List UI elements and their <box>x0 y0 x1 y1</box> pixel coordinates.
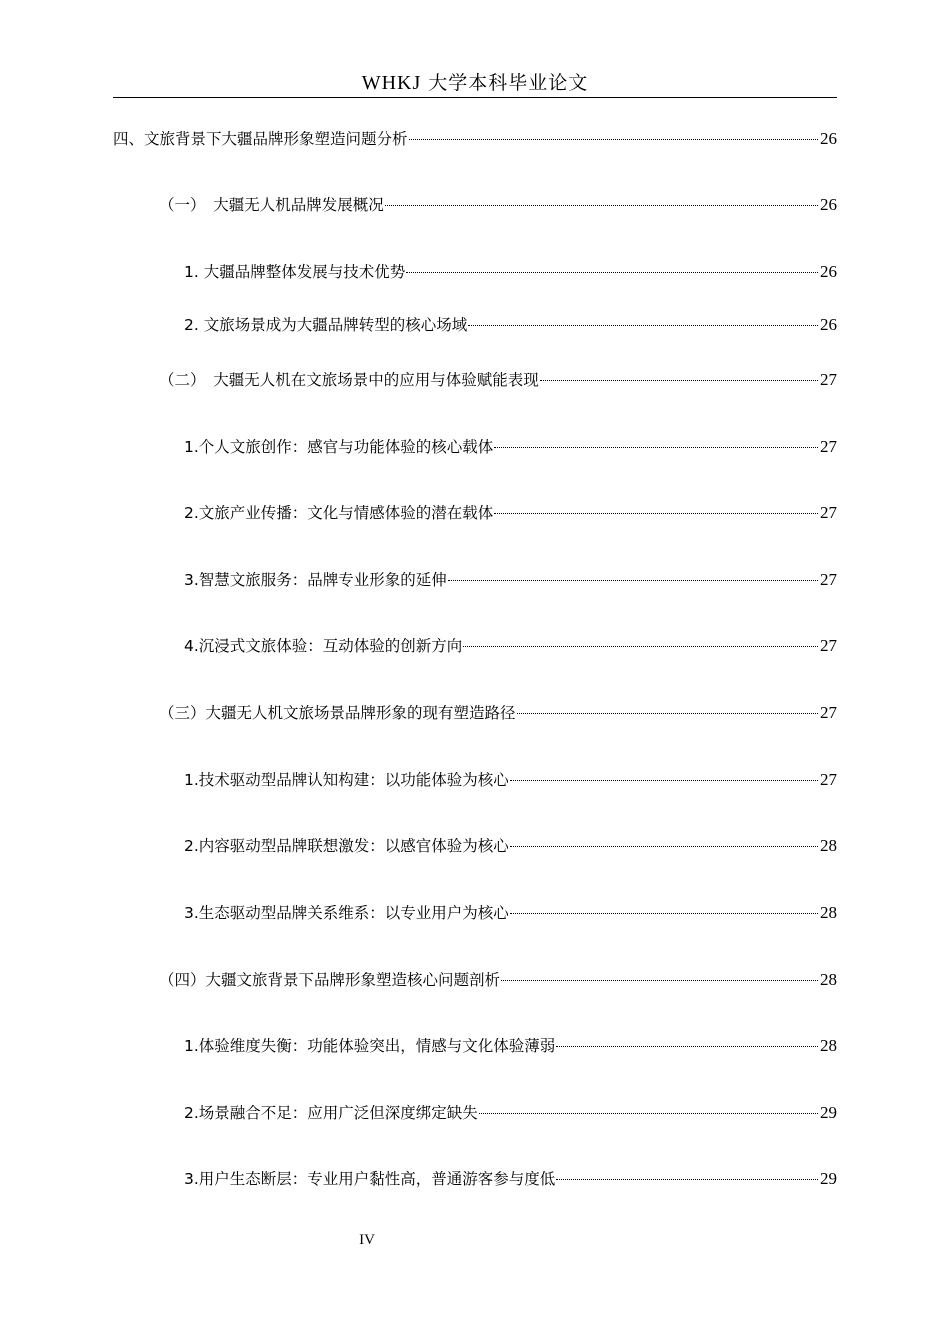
toc-entry-label: 1.技术驱动型品牌认知构建：以功能体验为核心 <box>184 771 509 789</box>
toc-entry-page: 28 <box>820 1036 837 1055</box>
toc-entry-page: 26 <box>820 195 837 214</box>
toc-leader-dots <box>448 580 818 581</box>
toc-entry-label: 2. 文旅场景成为大疆品牌转型的核心场域 <box>184 316 468 334</box>
toc-leader-dots <box>510 913 818 914</box>
toc-entry-label: （一） 大疆无人机品牌发展概况 <box>159 196 384 214</box>
toc-entry-label: （三）大疆无人机文旅场景品牌形象的现有塑造路径 <box>159 704 516 722</box>
toc-entry[interactable] <box>184 902 837 924</box>
toc-entry-page: 27 <box>820 570 837 589</box>
toc-entry-page: 28 <box>820 836 837 855</box>
toc-entry-page: 27 <box>820 636 837 655</box>
toc-entry-page: 27 <box>820 370 837 389</box>
toc-entry-label: 3.智慧文旅服务：品牌专业形象的延伸 <box>184 571 447 589</box>
toc-entry-page: 26 <box>820 315 837 334</box>
toc-leader-dots <box>510 780 818 781</box>
toc-leader-dots <box>556 1046 818 1047</box>
toc-entry-label: （四）大疆文旅背景下品牌形象塑造核心问题剖析 <box>159 971 501 989</box>
toc-entry-page: 27 <box>820 770 837 789</box>
toc-entry-label: 四、文旅背景下大疆品牌形象塑造问题分析 <box>113 130 408 148</box>
toc-entry-page: 28 <box>820 903 837 922</box>
toc-entry-page: 27 <box>820 503 837 522</box>
toc-entry[interactable] <box>184 314 837 336</box>
toc-entry-page: 27 <box>820 437 837 456</box>
toc-entry[interactable] <box>184 835 837 857</box>
toc-leader-dots <box>479 1113 818 1114</box>
toc-leader-dots <box>501 980 818 981</box>
toc-entry-page: 29 <box>820 1169 837 1188</box>
toc-entry[interactable] <box>184 502 837 524</box>
toc-leader-dots <box>406 272 818 273</box>
toc-leader-dots <box>540 380 818 381</box>
toc-entry-label: 1.个人文旅创作：感官与功能体验的核心载体 <box>184 438 494 456</box>
toc-entry-label: 2.场景融合不足：应用广泛但深度绑定缺失 <box>184 1104 478 1122</box>
toc-entry[interactable] <box>184 635 837 657</box>
toc-entry-page: 27 <box>820 703 837 722</box>
toc-entry-label: 1.体验维度失衡：功能体验突出，情感与文化体验薄弱 <box>184 1037 556 1055</box>
toc-entry[interactable] <box>184 1035 837 1057</box>
toc-entry-label: 3.生态驱动型品牌关系维系：以专业用户为核心 <box>184 904 509 922</box>
toc-leader-dots <box>494 447 818 448</box>
toc-entry-label: 2.内容驱动型品牌联想激发：以感官体验为核心 <box>184 837 509 855</box>
toc-entry[interactable] <box>184 1168 837 1190</box>
toc-entry-page: 29 <box>820 1103 837 1122</box>
header-latin: WHKJ <box>361 72 422 94</box>
toc-entry-label: 1. 大疆品牌整体发展与技术优势 <box>184 263 406 281</box>
toc-leader-dots <box>494 513 818 514</box>
toc-leader-dots <box>556 1179 818 1180</box>
toc-leader-dots <box>385 205 818 206</box>
toc-entry-page: 26 <box>820 262 837 281</box>
toc-entry[interactable] <box>184 1102 837 1124</box>
toc-leader-dots <box>510 846 818 847</box>
toc-entry-label: 3.用户生态断层：专业用户黏性高，普通游客参与度低 <box>184 1170 556 1188</box>
toc-entry[interactable] <box>159 702 837 724</box>
toc-leader-dots <box>468 325 818 326</box>
toc-entry[interactable] <box>184 436 837 458</box>
toc-leader-dots <box>409 139 818 140</box>
page-number: IV <box>359 1232 375 1248</box>
toc-entry-label: 2.文旅产业传播：文化与情感体验的潜在载体 <box>184 504 494 522</box>
toc-entry[interactable] <box>113 128 837 150</box>
toc-entry[interactable] <box>159 369 837 391</box>
toc-entry[interactable] <box>159 969 837 991</box>
toc-entry-page: 28 <box>820 970 837 989</box>
toc-leader-dots <box>517 713 818 714</box>
toc-entry-label: 4.沉浸式文旅体验：互动体验的创新方向 <box>184 637 463 655</box>
toc-entry[interactable] <box>184 769 837 791</box>
toc-entry[interactable] <box>184 569 837 591</box>
toc-entry-page: 26 <box>820 129 837 148</box>
toc-entry[interactable] <box>184 261 837 283</box>
toc-entry-label: （二） 大疆无人机在文旅场景中的应用与体验赋能表现 <box>159 371 539 389</box>
toc-entry[interactable] <box>159 194 837 216</box>
table-of-contents <box>113 0 837 1344</box>
toc-leader-dots <box>463 646 818 647</box>
header-chinese: 大学本科毕业论文 <box>428 72 589 94</box>
